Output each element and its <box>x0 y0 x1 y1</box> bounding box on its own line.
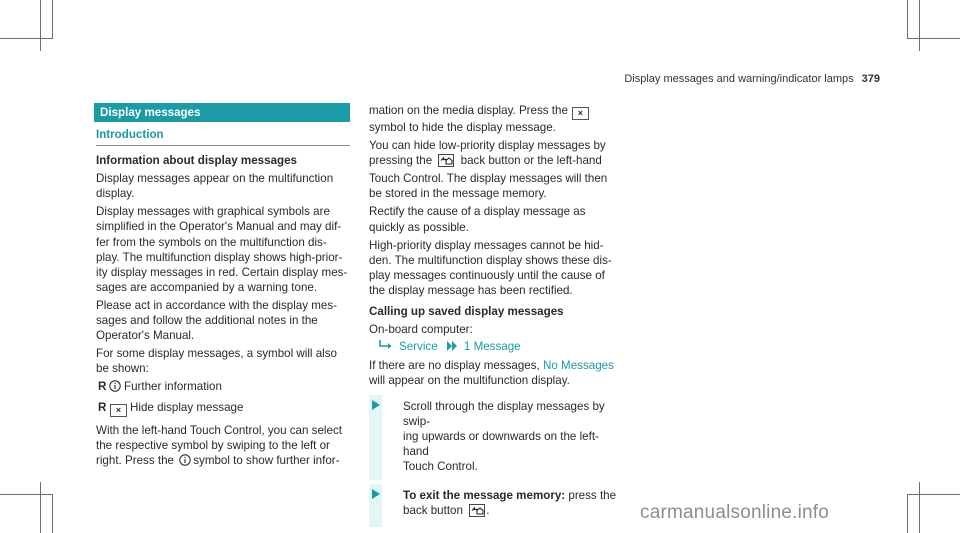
crop-mark <box>40 0 41 51</box>
step-arrow-icon <box>372 400 380 410</box>
text-line: Touch Control. The display messages will then <box>369 172 608 186</box>
text-line: Display messages with graphical symbols are <box>96 205 330 219</box>
info-icon <box>109 380 121 396</box>
text-line: simplified in the Operator's Manual and may dif- <box>96 220 342 234</box>
text-line: Touch Control. <box>403 459 478 473</box>
close-icon: × <box>572 107 589 120</box>
crop-mark <box>52 0 53 39</box>
text-line: quickly as possible. <box>369 220 469 234</box>
text-line <box>369 358 619 373</box>
running-header <box>560 72 880 87</box>
text-line <box>369 103 619 120</box>
text-line: play. The multifunction display shows high-prior- <box>96 250 343 264</box>
paragraph <box>96 423 350 470</box>
paragraph <box>369 358 619 388</box>
crop-mark <box>907 0 908 39</box>
text-line <box>369 153 619 171</box>
crop-mark <box>907 38 960 39</box>
left-column <box>94 103 350 473</box>
text-line: High-priority display messages cannot be hid- <box>369 238 604 252</box>
right-column <box>367 103 619 527</box>
paragraph <box>96 298 350 343</box>
subheading: Introduction <box>96 128 164 141</box>
text-line <box>96 453 350 470</box>
text-span: To exit the message memory: <box>403 488 566 502</box>
close-icon: × <box>110 404 127 417</box>
watermark: carmanualsonline.info <box>640 502 830 523</box>
crop-mark <box>919 482 920 533</box>
info-icon <box>179 454 191 470</box>
text-line <box>403 503 619 521</box>
text-span: right. Press the <box>96 453 174 467</box>
text-line: Scroll through the display messages by swip- <box>403 399 605 428</box>
crop-mark <box>0 494 53 495</box>
section-bar: Display messages <box>94 103 350 122</box>
bullet: R <box>98 380 107 394</box>
paragraph <box>369 138 619 201</box>
text-line: Display messages appear on the multifunction <box>96 172 334 186</box>
text-span: symbol to show further infor- <box>193 453 340 467</box>
crop-mark <box>919 0 920 51</box>
text-line: fer from the symbols on the multifunction dis- <box>96 235 327 249</box>
list-item-text: Hide display message <box>130 400 244 414</box>
text-line <box>403 488 619 503</box>
crop-mark <box>0 38 53 39</box>
text-span: press the <box>565 488 617 502</box>
crop-mark <box>907 494 908 533</box>
chevron-double-icon <box>447 340 458 355</box>
text-span: If there are no display messages, <box>369 359 540 373</box>
crop-mark <box>52 494 53 533</box>
bullet: R <box>98 400 107 414</box>
text-line: For some display messages, a symbol will also <box>96 347 337 361</box>
back-home-icon <box>438 154 454 171</box>
page-number: 379 <box>861 73 880 85</box>
text-span: mation on the media display. Press the <box>369 104 568 117</box>
text-span: back button or the left-hand <box>460 154 602 168</box>
text-line: den. The multifunction display shows these dis- <box>369 253 612 267</box>
text-line: Please act in accordance with the display mes- <box>96 298 338 312</box>
text-line: be shown: <box>96 362 149 376</box>
paragraph <box>369 238 619 298</box>
text-line: the display message has been rectified. <box>369 283 573 297</box>
menu-item-service: Service <box>399 340 438 354</box>
list-item <box>96 400 350 417</box>
paragraph <box>96 204 350 295</box>
text-line: With the left-hand Touch Control, you can select <box>96 423 342 437</box>
menu-item-message: 1 Message <box>463 340 521 354</box>
paragraph <box>369 103 619 135</box>
text-span: . <box>486 504 490 518</box>
subheading-rule <box>96 145 350 146</box>
back-home-icon <box>469 504 485 521</box>
block-heading: Information about display messages <box>96 154 298 168</box>
no-messages-label: No Messages <box>543 359 614 373</box>
arrow-return-icon <box>379 339 393 354</box>
text-line: play messages continuously until the cause of <box>369 268 605 282</box>
crop-mark <box>40 482 41 533</box>
text-line: sages are accompanied by a warning tone. <box>96 280 318 294</box>
text-line: sages and follow the additional notes in the <box>96 314 318 328</box>
paragraph <box>96 171 350 201</box>
header-section-title: Display messages and warning/indicator lamps <box>624 73 854 85</box>
paragraph <box>96 346 350 376</box>
text-line: the respective symbol by swiping to the left or <box>96 438 330 452</box>
step-item <box>369 395 619 480</box>
text-line: Rectify the cause of a display message as <box>369 205 586 219</box>
text-span: pressing the <box>369 154 433 168</box>
list-item <box>96 379 350 396</box>
text-line: You can hide low-priority display messages by <box>369 139 606 153</box>
menu-path <box>379 339 619 355</box>
text-line: be stored in the message memory. <box>369 187 547 201</box>
text-line: On-board computer: <box>369 323 473 337</box>
text-line: display. <box>96 187 135 201</box>
text-line: ing upwards or downwards on the left-hand <box>403 429 599 458</box>
paragraph <box>369 204 619 234</box>
text-line: ity display messages in red. Certain display mes- <box>96 265 348 279</box>
text-line: will appear on the multifunction display. <box>369 374 570 388</box>
block-heading: Calling up saved display messages <box>369 305 564 319</box>
text-line: Operator's Manual. <box>96 329 195 343</box>
list-item-text: Further information <box>124 380 222 394</box>
step-arrow-icon <box>372 489 380 499</box>
crop-mark <box>907 494 960 495</box>
step-item <box>369 484 619 527</box>
text-span: back button <box>403 504 463 518</box>
text-line: symbol to hide the display message. <box>369 121 556 134</box>
